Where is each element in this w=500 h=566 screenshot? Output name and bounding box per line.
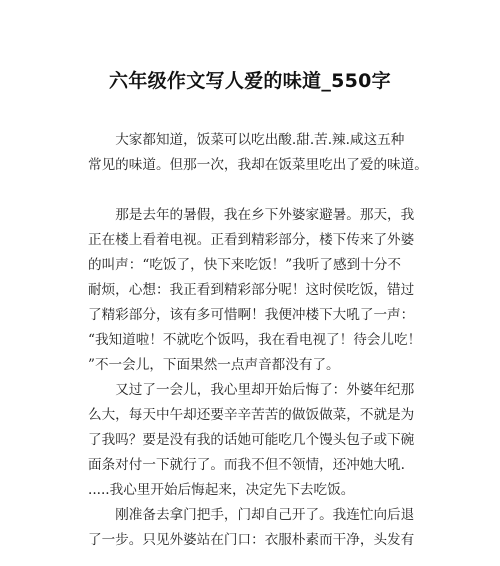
text-line: 那是去年的暑假，我在乡下外婆家避暑。那天，我 — [115, 207, 415, 223]
text-line: .....我心里开始后悔起来，决定先下去吃饭。 — [88, 482, 355, 498]
text-line: 的叫声：“吃饭了，快下来吃饭！”我听了感到十分不 — [88, 257, 401, 273]
text-line: “我知道啦！不就吃个饭吗，我在看电视了！待会儿吃！ — [88, 332, 422, 348]
text-line: 了我吗？要是没有我的话她可能吃几个馒头包子或下碗 — [88, 432, 415, 448]
text-line: 了精彩部分，该有多可惜啊！我便冲楼下大吼了一声： — [88, 307, 415, 323]
paragraph-4 — [88, 503, 428, 553]
text-line: 么大，每天中午却还要辛辛苦苦的做饭做菜，不就是为 — [88, 407, 415, 423]
text-line: 耐烦，心想：我正看到精彩部分呢！这时侯吃饭，错过 — [88, 282, 415, 298]
paragraph-1 — [88, 128, 428, 178]
page-title: 六年级作文写人爱的味道_550字 — [109, 70, 391, 92]
paragraph-2 — [88, 203, 428, 378]
text-line: ”不一会儿，下面果然一点声音都没有了。 — [88, 357, 340, 373]
text-line: 大家都知道，饭菜可以吃出酸.甜.苦.辣.咸这五种 — [115, 132, 405, 148]
text-line: 了一步。只见外婆站在门口：衣服朴素而干净，头发有 — [88, 532, 415, 548]
text-line: 面条对付一下就行了。而我不但不领情，还冲她大吼. — [88, 457, 405, 473]
text-line: 又过了一会儿，我心里却开始后悔了：外婆年纪那 — [115, 382, 415, 398]
article-body — [88, 128, 428, 553]
text-line: 刚准备去拿门把手，门却自己开了。我连忙向后退 — [115, 507, 415, 523]
text-line: 正在楼上看着电视。正看到精彩部分，楼下传来了外婆 — [88, 232, 415, 248]
text-line: 常见的味道。但那一次，我却在饭菜里吃出了爱的味道。 — [88, 157, 428, 173]
paragraph-3 — [88, 378, 428, 503]
